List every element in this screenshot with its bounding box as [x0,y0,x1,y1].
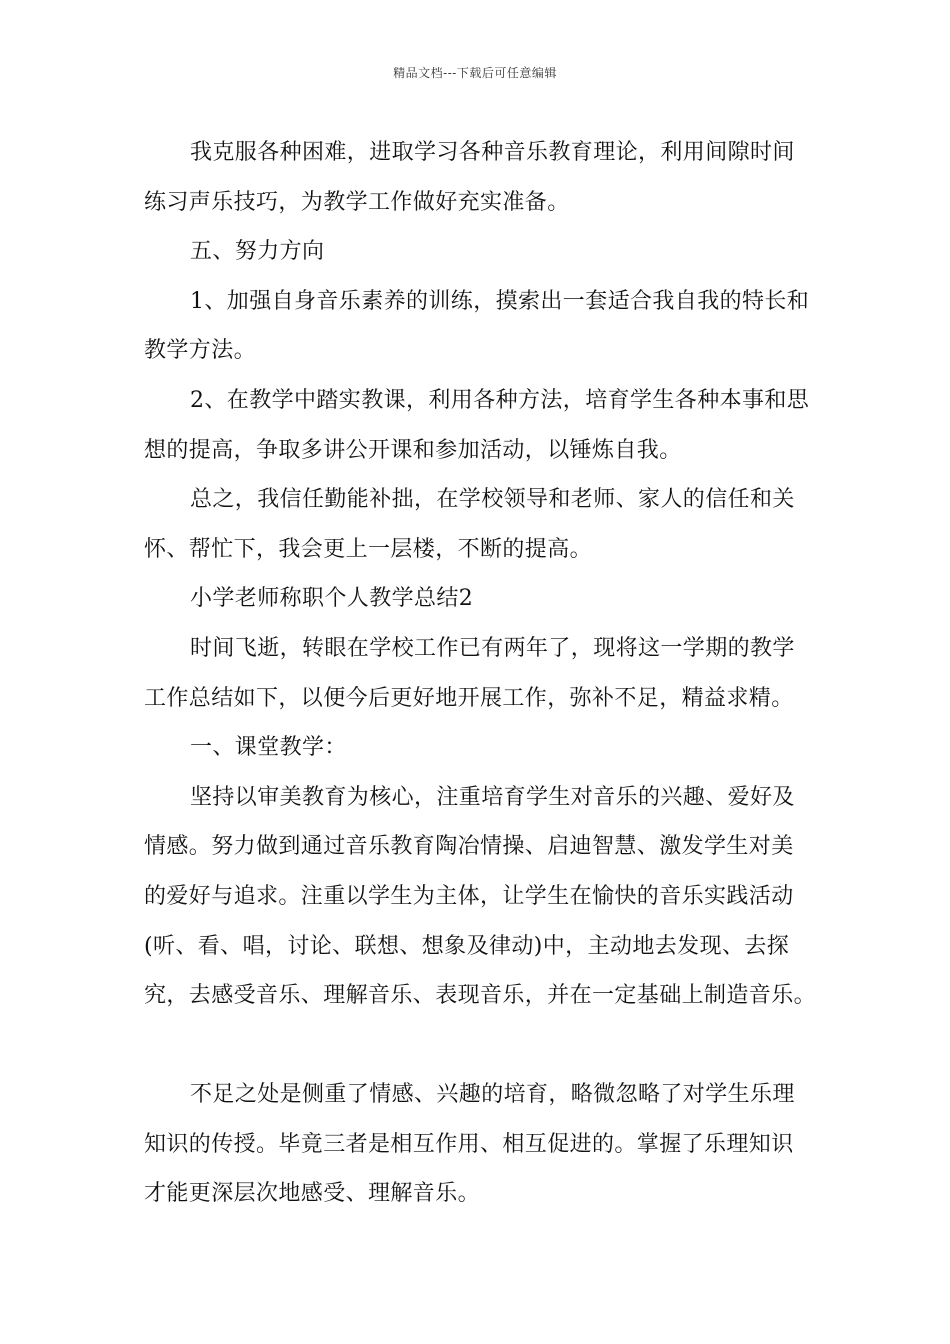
paragraph-line: 的爱好与追求。注重以学生为主体，让学生在愉快的音乐实践活动 [144,883,794,909]
paragraph-line: 我克服各种困难，进取学习各种音乐教育理论，利用间隙时间 [190,140,795,165]
document-title: 小学老师称职个人教学总结2 [190,586,474,612]
page-header: 精品文档---下载后可任意编辑 [393,66,557,80]
section-heading: 一、课堂教学： [190,735,347,761]
paragraph-line: 工作总结如下，以便今后更好地开展工作，弥补不足，精益求精。 [144,685,794,711]
paragraph-line: 练习声乐技巧，为教学工作做好充实准备。 [144,189,570,215]
paragraph-line: 时间飞逝，转眼在学校工作已有两年了，现将这一学期的教学 [190,635,795,661]
paragraph-line: 坚持以审美教育为核心，注重培育学生对音乐的兴趣、爱好及 [190,784,795,810]
paragraph-line: 总之，我信任勤能补拙，在学校领导和老师、家人的信任和关 [190,487,795,513]
paragraph-line: 2、在教学中踏实教课，利用各种方法，培育学生各种本事和思 [190,387,810,413]
paragraph-line: 不足之处是侧重了情感、兴趣的培育，略微忽略了对学生乐理 [190,1082,795,1108]
paragraph-line: (听、看、唱，讨论、联想、想象及律动)中，主动地去发现、去探 [144,933,790,959]
paragraph-line: 知识的传授。毕竟三者是相互作用、相互促进的。掌握了乐理知识 [144,1131,794,1157]
paragraph-line: 情感。努力做到通过音乐教育陶冶情操、启迪智慧、激发学生对美 [144,834,794,860]
paragraph-line: 想的提高，争取多讲公开课和参加活动，以锤炼自我。 [144,437,682,463]
paragraph-line: 才能更深层次地感受、理解音乐。 [144,1181,481,1207]
paragraph-gap [144,1021,816,1071]
paragraph-line: 究，去感受音乐、理解音乐、表现音乐，并在一定基础上制造音乐。 [144,983,817,1009]
paragraph-line: 怀、帮忙下，我会更上一层楼，不断的提高。 [144,536,593,562]
section-heading: 五、努力方向 [190,239,325,265]
document-body [144,128,816,1219]
paragraph-line: 教学方法。 [144,338,257,364]
paragraph-line: 1、加强自身音乐素养的训练，摸索出一套适合我自我的特长和 [190,288,810,314]
